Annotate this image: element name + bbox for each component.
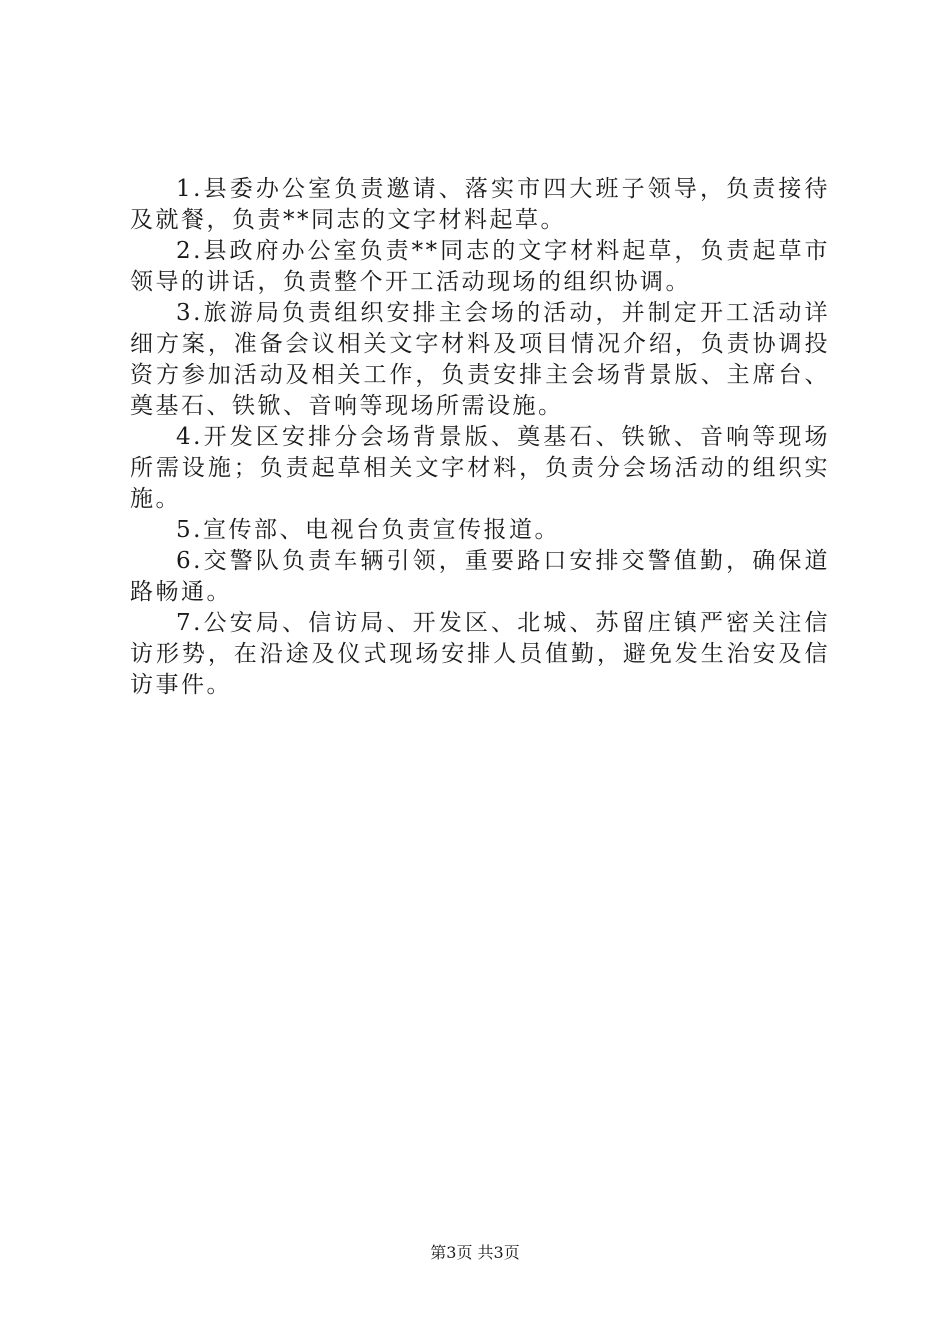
paragraph-4: 4.开发区安排分会场背景版、奠基石、铁锨、音响等现场所需设施；负责起草相关文字材料，负责分会场活动的组织实施。 <box>130 424 830 512</box>
page-number-footer: 第3页 共3页 <box>430 1243 520 1262</box>
paragraph-2: 2.县政府办公室负责**同志的文字材料起草，负责起草市领导的讲话，负责整个开工活动现场的组织协调。 <box>130 238 830 295</box>
paragraph-6: 6.交警队负责车辆引领，重要路口安排交警值勤，确保道路畅通。 <box>130 548 830 605</box>
paragraph-7: 7.公安局、信访局、开发区、北城、苏留庄镇严密关注信访形势，在沿途及仪式现场安排人员值勤，避免发生治安及信访事件。 <box>130 610 830 698</box>
paragraph-3: 3.旅游局负责组织安排主会场的活动，并制定开工活动详细方案，准备会议相关文字材料及项目情况介绍，负责协调投资方参加活动及相关工作，负责安排主会场背景版、主席台、奠基石、铁锨、音响等现场所需设施。 <box>130 300 830 419</box>
paragraph-5: 5.宣传部、电视台负责宣传报道。 <box>176 517 560 543</box>
document-body <box>130 174 830 701</box>
paragraph-1: 1.县委办公室负责邀请、落实市四大班子领导，负责接待及就餐，负责**同志的文字材料起草。 <box>130 176 830 233</box>
